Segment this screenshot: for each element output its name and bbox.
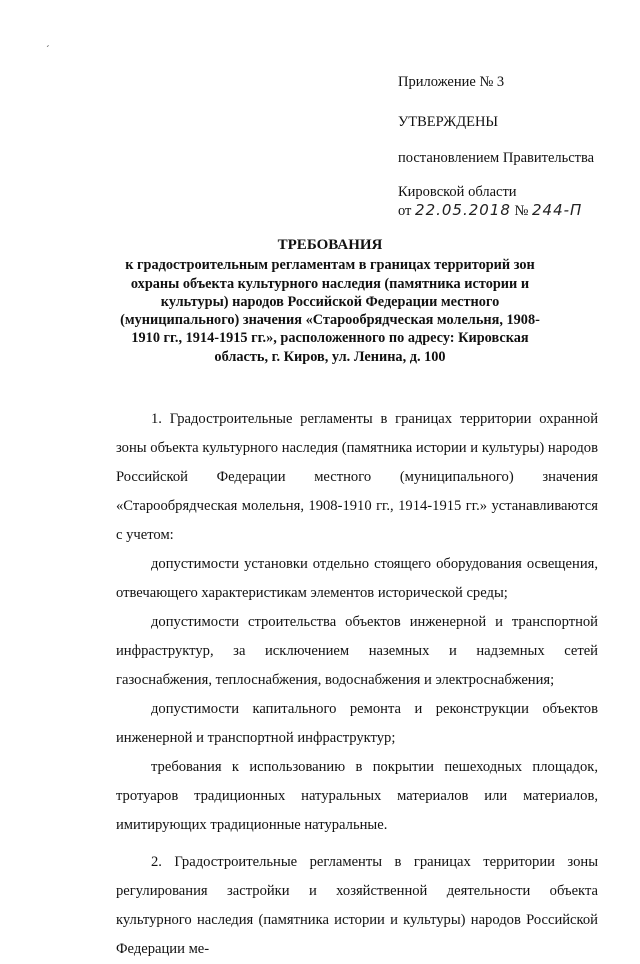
approved-label: УТВЕРЖДЕНЫ — [398, 114, 499, 130]
decree-line-2: Кировской области — [398, 184, 517, 200]
number-prefix: № — [514, 203, 529, 219]
from-prefix: от — [398, 203, 412, 219]
margin-mark: ˊ — [46, 44, 50, 56]
title-text: к градостроительным регламентам в границах территорий зон охраны объекта культурного наследия (памятника истории и культуры) народов Российской Федерации местного (муниципального) значения «Старообрядческая молельня, 1908-1910 гг., 1914-1915 гг.», расположенного по адресу: Кировская область, г. Киров, ул. Ленина, д. 100 — [120, 257, 540, 365]
handwritten-date: 22.05.2018 — [415, 201, 511, 219]
paragraph-6: 2. Градостроительные регламенты в границах территории зоны регулирования застройки и хозяйственной деятельности объекта культурного наследия (памятника истории и культуры) народов Российской Федерации ме- — [116, 854, 598, 957]
appendix-label: Приложение № 3 — [398, 74, 505, 90]
paragraph-5: требования к использованию в покрытии пешеходных площадок, тротуаров традиционных натуральных материалов или материалов, имитирующих традиционные натуральные. — [116, 759, 598, 833]
paragraph-3: допустимости строительства объектов инженерной и транспортной инфраструктур, за исключением наземных и надземных сетей газоснабжения, теплоснабжения, водоснабжения и электроснабжения; — [116, 614, 598, 688]
document-body — [116, 405, 598, 964]
paragraph-1: 1. Градостроительные регламенты в границах территории охранной зоны объекта культурного наследия (памятника истории и культуры) народов Российской Федерации местного (муниципального) значения «Старообрядческая молельня, 1908-1910 гг., 1914-1915 гг.» устанавливаются с учетом: — [116, 411, 598, 543]
handwritten-number: 244-П — [532, 201, 583, 219]
document-title — [120, 236, 540, 366]
decree-date-number — [398, 201, 582, 220]
title-heading: ТРЕБОВАНИЯ — [277, 237, 383, 253]
decree-line-1: постановлением Правительства — [398, 150, 595, 166]
paragraph-4: допустимости капитального ремонта и реконструкции объектов инженерной и транспортной инфраструктур; — [116, 701, 598, 746]
paragraph-2: допустимости установки отдельно стоящего оборудования освещения, отвечающего характеристикам элементов исторической среды; — [116, 556, 598, 601]
